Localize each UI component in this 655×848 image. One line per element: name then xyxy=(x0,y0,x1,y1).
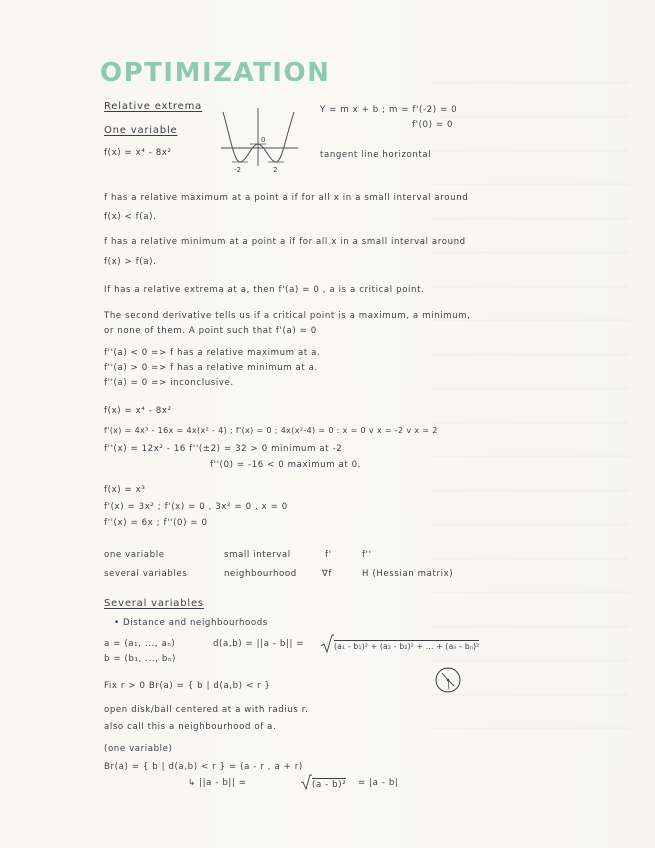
heading-relative-extrema: Relative extrema xyxy=(104,101,203,112)
max-definition-line-2: f(x) < f(a). xyxy=(104,212,157,222)
ball-one-variable: Br(a) = { b | d(a,b) < r } = (a - r , a + r) xyxy=(104,762,303,772)
heading-one-variable: One variable xyxy=(104,125,178,136)
derivative-at-zero: f'(0) = 0 xyxy=(412,120,454,130)
ball-definition: Fix r > 0 Br(a) = { b | d(a,b) < r } xyxy=(104,681,271,691)
table-hessian: H (Hessian matrix) xyxy=(362,569,454,579)
tangent-line-equation: Y = m x + b ; m = f'(-2) = 0 xyxy=(320,105,458,115)
table-neighbourhood: neighbourhood xyxy=(224,569,297,579)
radical-sign xyxy=(320,634,334,654)
one-variable-note: (one variable) xyxy=(104,744,173,754)
show-through-text xyxy=(430,60,630,760)
vector-b: b = (b₁, ..., bₙ) xyxy=(104,654,176,664)
example2-second-derivative: f''(x) = 6x ; f''(0) = 0 xyxy=(104,518,208,528)
vector-a: a = (a₁, ..., aₙ) xyxy=(104,639,176,649)
table-gradient: ∇f xyxy=(322,569,332,579)
min-definition-line-2: f(x) > f(a). xyxy=(104,257,157,267)
label-neg2: -2 xyxy=(234,166,241,174)
radicand: (a₁ - b₁)² + (a₂ - b₂)² + ... + (aₙ - bₙ)² xyxy=(334,642,480,651)
critical-point-statement: If has a relative extrema at a, then f'(a) = 0 , a is a critical point. xyxy=(104,285,425,295)
distance-formula: d(a,b) = ||a - b|| = xyxy=(213,639,305,649)
second-derivative-line-2: or none of them. A point such that f'(a) = 0 xyxy=(104,326,317,336)
table-second-derivative: f'' xyxy=(362,550,372,560)
table-first-derivative: f' xyxy=(325,550,332,560)
ball-description-line-2: also call this a neighbourhood of a. xyxy=(104,722,277,732)
label-2: 2 xyxy=(273,166,278,174)
table-one-variable: one variable xyxy=(104,550,165,560)
example2-function: f(x) = x³ xyxy=(104,485,146,495)
function-graph-sketch xyxy=(218,106,303,176)
page-title: OPTIMIZATION xyxy=(100,58,331,88)
radicand-2: (a - b)² xyxy=(312,780,347,790)
absolute-value: = |a - b| xyxy=(358,778,399,788)
example2-first-derivative: f'(x) = 3x² ; f'(x) = 0 , 3x² = 0 , x = 0 xyxy=(104,502,288,512)
ball-description-line-1: open disk/ball centered at a with radius r. xyxy=(104,705,309,715)
bullet-distance-neighbourhoods: • Distance and neighbourhoods xyxy=(114,618,268,628)
rule-maximum: f''(a) < 0 => f has a relative maximum at a. xyxy=(104,348,321,358)
rule-minimum: f''(a) > 0 => f has a relative minimum at a. xyxy=(104,363,318,373)
example1-function: f(x) = x⁴ - 8x² xyxy=(104,406,172,416)
min-definition-line-1: f has a relative minimum at a point a if for all x in a small interval around xyxy=(104,237,466,247)
function-definition: f(x) = x⁴ - 8x² xyxy=(104,148,172,158)
label-zero: 0 xyxy=(261,136,266,144)
rule-inconclusive: f''(a) = 0 => inconclusive. xyxy=(104,378,234,388)
heading-several-variables: Several variables xyxy=(104,598,204,609)
example1-maximum: f''(0) = -16 < 0 maximum at 0. xyxy=(210,460,362,470)
max-definition-line-1: f has a relative maximum at a point a if for all x in a small interval around xyxy=(104,193,469,203)
curve xyxy=(223,112,294,162)
radical-sign-2 xyxy=(300,774,312,790)
ball-sketch-icon xyxy=(433,665,463,695)
second-derivative-line-1: The second derivative tells us if a critical point is a maximum, a minimum, xyxy=(104,311,471,321)
example1-first-derivative: f'(x) = 4x³ - 16x = 4x(x² - 4) ; f'(x) = 0 ; 4x(x²-4) = 0 : x = 0 v x = -2 v x = 2 xyxy=(104,426,438,435)
table-small-interval: small interval xyxy=(224,550,291,560)
table-several-variables: several variables xyxy=(104,569,188,579)
norm-line: ↳ ||a - b|| = xyxy=(188,778,247,788)
example1-second-derivative: f''(x) = 12x² - 16 f''(±2) = 32 > 0 minimum at -2 xyxy=(104,444,343,454)
tangent-note: tangent line horizontal xyxy=(320,150,432,160)
